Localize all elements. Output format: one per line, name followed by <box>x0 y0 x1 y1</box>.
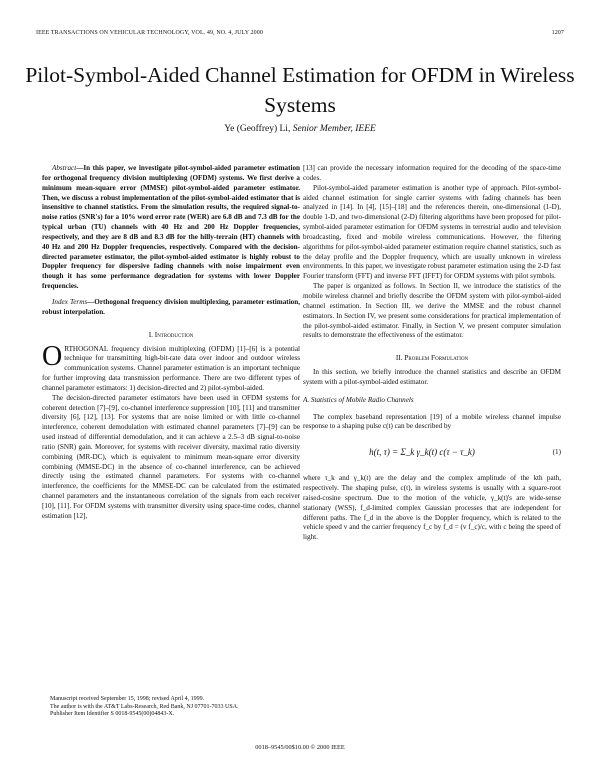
intro-paragraph-1-text: RTHOGONAL frequency division multiplexing (OFDM) [1]–[6] is a potential technique for transmitting high-bit-rate data over indoor and outdoor wireless communication systems. Channel parameter estimation is an important technique for further improving data transmission performance. There are two different types of channel parameter estimators: 1) decision-directed and 2) pilot-symbol-aided. <box>42 344 300 392</box>
author-role: Senior Member, IEEE <box>292 124 376 134</box>
equation-1 <box>303 442 561 464</box>
equation-number: (1) <box>552 448 561 457</box>
abstract-label: Abstract <box>52 164 77 172</box>
footnote-received: Manuscript received September 15, 1998; revised April 4, 1999. <box>50 696 205 702</box>
problem-paragraph-1: In this section, we briefly introduce the channel statistics and describe an OFDM system with a pilot-symbol-aided estimator. <box>303 368 561 386</box>
running-header <box>36 30 564 36</box>
subsection-a-heading: A. Statistics of Mobile Radio Channels <box>303 395 414 404</box>
index-terms <box>42 298 300 318</box>
footnotes <box>42 696 300 719</box>
paper-title: Pilot-Symbol-Aided Channel Estimation for OFDM in Wireless Systems <box>25 63 575 117</box>
index-terms-label: Index Terms <box>52 297 88 306</box>
index-terms-text: —Orthogonal frequency division multiplexing, parameter estimation, robust interpolation. <box>42 297 300 316</box>
abstract <box>42 164 300 292</box>
intro-paragraph-5: The paper is organized as follows. In Section II, we introduce the statistics of the mobile wireless channel and briefly describe the OFDM system with pilot-symbol-aided channel estimation. In Section III, we derive the MMSE and the robust channel estimators. In Section IV, we present some considerations for practical implementation of the pilot-symbol-aided estimator. Finally, in Section V, we present computer simulation results to demonstrate the effectiveness of the estimator. <box>303 282 561 340</box>
intro-paragraph-4: Pilot-symbol-aided parameter estimation is another type of approach. Pilot-symbol-aided channel estimation for single carrier systems with fading channels has been analyzed in [14]. In [4], [15]–[18] and the references therein, one-dimensional (1-D), double 1-D, and two-dimensional (2-D) filtering algorithms have been proposed for pilot-symbol-aided parameter estimation for OFDM systems in terrestrial audio and television broadcasting, fixed and mobile wireless communications. However, the filtering algorithms for pilot-symbol-aided parameter estimation require channel statistics, such as the delay profile and the Doppler frequency, which are usually unknown in wireless environments. In this paper, we investigate robust parameter estimation using the 2-D fast Fourier transform (FFT) and inverse FFT (IFFT) for OFDM systems with pilot symbols. <box>303 183 561 281</box>
equation-body: h(t, τ) = Σ_k γ_k(t) c(τ − τ_k) <box>369 447 475 458</box>
footnote-affiliation: The author is with the AT&T Labs-Research, Red Bank, NJ 07701-7033 USA. <box>50 703 239 710</box>
intro-paragraph-2: The decision-directed parameter estimators have been used in OFDM systems for coherent detection [7]–[9], co-channel interference suppression [10], [11] and transmitter diversity [6], [12], [13]. For systems that are noise limited or with little co-channel interference, coherent demodulation with estimated channel parameters [7]–[9] can be used instead of differential demodulation, and it can achieve a 2.5–3 dB signal-to-noise ratio (SNR) gain. Moreover, for systems with receiver diversity, maximal ratio diversity combining (MR-DC), which is equivalent to minimum mean-square error diversity combining (MMSE-DC) in the absence of co-channel interference, can be achieved directly using the estimated channel parameters. For systems with co-channel interference, the coefficients for the MMSE-DC can be calculated from the estimated channel parameters and the instantaneous correlation of the signals from each receiver [10], [11]. For OFDM systems with transmitter diversity using space-time codes, channel estimation [12], <box>42 393 300 520</box>
author-line <box>0 124 600 134</box>
copyright-line: 0018–9545/00$10.00 © 2000 IEEE <box>255 744 345 751</box>
intro-paragraph-1 <box>42 340 300 394</box>
abstract-text: —In this paper, we investigate pilot-symbol-aided parameter estimation for orthogonal frequency division multiplexing (OFDM) systems. We first derive a minimum mean-square error (MMSE) pilot-symbol-aided parameter estimator. Then, we discuss a robust implementation of the pilot-symbol-aided estimator that is insensitive to channel statistics. From the simulation results, the required signal-to-noise ratios (SNR's) for a 10% word error rate (WER) are 6.8 dB and 7.3 dB for the typical urban (TU) channels with 40 Hz and 200 Hz Doppler frequencies, respectively, and they are 8 dB and 8.3 dB for the hilly-terrain (HT) channels with 40 Hz and 200 Hz Doppler frequencies, respectively. Compared with the decision-directed parameter estimator, the pilot-symbol-aided estimator is highly robust to Doppler frequency for dispersive fading channels with noise impairment even though it has some performance degradation for systems with lower Doppler frequencies. <box>42 164 300 291</box>
footnote-pii: Publisher Item Identifier S 0018-9545(00)04843-X. <box>50 711 175 718</box>
problem-paragraph-2: The complex baseband representation [19] of a mobile wireless channel impulse response to a shaping pulse c(t) can be described by <box>303 412 561 431</box>
left-column <box>42 164 300 522</box>
page-number: 1207 <box>551 30 564 36</box>
drop-cap: O <box>42 340 63 372</box>
intro-paragraph-3: [13] can provide the necessary information required for the decoding of the space-time codes. <box>303 164 561 182</box>
section-1-heading: I. Introduction <box>148 329 194 339</box>
running-head-text: IEEE TRANSACTIONS ON VEHICULAR TECHNOLOGY, VOL. 49, NO. 4, JULY 2000 <box>36 30 263 36</box>
right-column <box>303 164 561 543</box>
problem-paragraph-3: where τ_k and γ_k(t) are the delay and the complex amplitude of the kth path, respectively. The shaping pulse, c(t), in wireless systems is usually with a square-root raised-cosine spectrum. Due to the motion of the vehicle, γ_k(t)'s are wide-sense stationary (WSS), f_d-limited complex Gaussian processes that are independent for different paths. The f_d in the above is the Doppler frequency, which is related to the vehicle speed v and the carrier frequency f_c by f_d = (v f_c)/c, with c being the speed of light. <box>303 474 561 542</box>
section-2-heading: II. Problem Formulation <box>395 353 469 363</box>
author-name: Ye (Geoffrey) Li, <box>224 124 291 134</box>
